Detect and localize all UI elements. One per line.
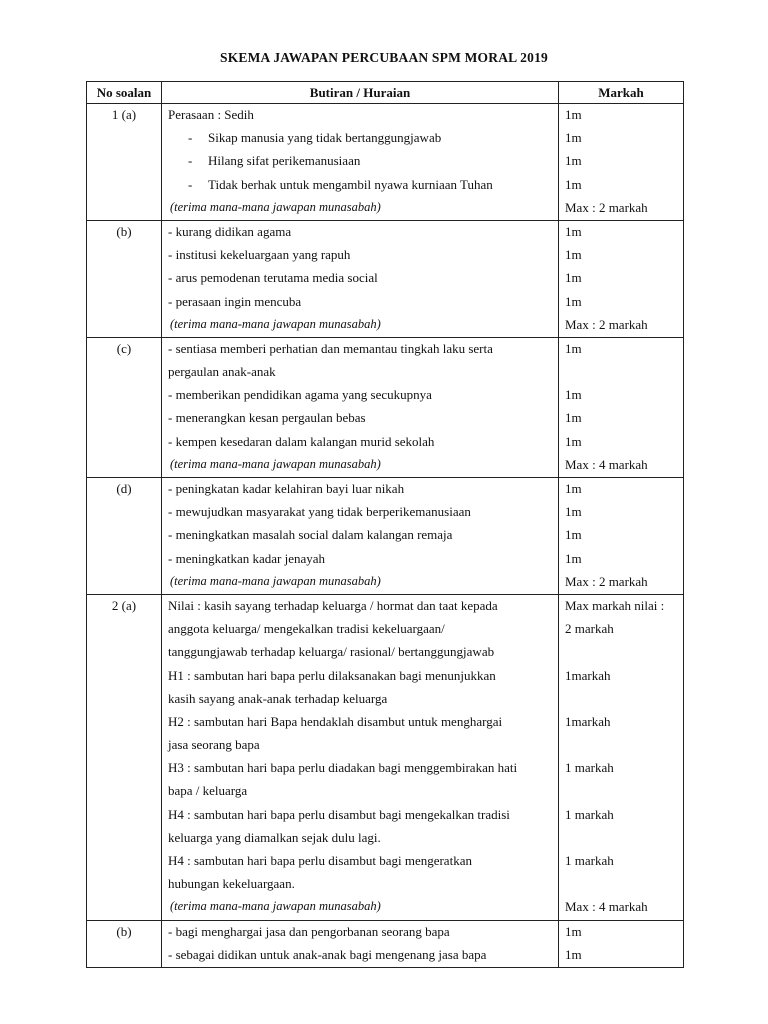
answer-line: - sentiasa memberi perhatian dan memantau tingkah laku serta — [168, 340, 493, 356]
table-row — [87, 478, 684, 595]
bullet-item — [162, 150, 558, 173]
mark-value — [559, 688, 683, 711]
mark-value: 2 markah — [565, 621, 614, 637]
table-row — [87, 220, 684, 337]
mark-value: 1 markah — [565, 806, 614, 822]
table-body — [87, 104, 684, 968]
mark-value: 1m — [565, 107, 582, 122]
answer-line: - memberikan pendidikan agama yang secukupnya — [168, 387, 432, 403]
question-number: (c) — [116, 340, 132, 356]
answer-line: - sebagai didikan untuk anak-anak bagi mengenang jasa bapa — [168, 946, 487, 962]
header-question-no: No soalan — [87, 82, 162, 104]
marks-cell — [559, 594, 684, 920]
answer-line: - meningkatkan kadar jenayah — [168, 550, 326, 566]
mark-value: 1m — [565, 340, 582, 356]
acceptance-note: (terima mana-mana jawapan munasabah) — [170, 899, 381, 914]
mark-value: 1m — [565, 387, 582, 403]
mark-value: Max markah nilai : — [565, 597, 665, 613]
answer-line: tanggungjawab terhadap keluarga/ rasional/ bertanggungjawab — [168, 644, 495, 660]
mark-value: 1m — [565, 153, 582, 169]
marks-cell — [559, 104, 684, 221]
acceptance-note: (terima mana-mana jawapan munasabah) — [170, 316, 381, 331]
dash-bullet-icon: - — [188, 176, 193, 192]
mark-value: 1m — [565, 527, 582, 543]
answer-line: - institusi kekeluargaan yang rapuh — [168, 247, 351, 263]
table-header-row — [87, 82, 684, 104]
mark-value: 1m — [565, 946, 582, 962]
answer-line: bapa / keluarga — [168, 783, 248, 799]
question-number-cell — [87, 920, 162, 967]
bullet-text: Sikap manusia yang tidak bertanggungjawab — [208, 130, 442, 146]
bullet-item — [162, 127, 558, 150]
mark-value: 1 markah — [565, 760, 614, 776]
answer-line: anggota keluarga/ mengekalkan tradisi kekeluargaan/ — [168, 621, 445, 637]
dash-bullet-icon: - — [188, 130, 193, 146]
question-number-cell — [87, 104, 162, 221]
marks-cell — [559, 920, 684, 967]
answer-line: - kurang didikan agama — [168, 223, 292, 239]
answer-line: - perasaan ingin mencuba — [168, 293, 302, 309]
mark-value: 1m — [565, 293, 582, 309]
acceptance-note: (terima mana-mana jawapan munasabah) — [170, 573, 381, 588]
mark-value: 1m — [565, 923, 582, 939]
question-number: (b) — [116, 223, 132, 239]
mark-value — [559, 361, 683, 384]
mark-value: 1m — [565, 550, 582, 566]
answer-line: - mewujudkan masyarakat yang tidak berperikemanusiaan — [168, 504, 471, 520]
document-title: SKEMA JAWAPAN PERCUBAAN SPM MORAL 2019 — [220, 50, 548, 65]
mark-value: Max : 2 markah — [565, 316, 648, 332]
mark-value: Max : 4 markah — [565, 456, 648, 472]
mark-value: 1m — [565, 130, 582, 146]
question-number-cell — [87, 478, 162, 595]
mark-value: Max : 4 markah — [565, 899, 648, 915]
answer-line: H4 : sambutan hari bapa perlu disambut bagi mengekalkan tradisi — [168, 806, 510, 822]
marks-cell — [559, 478, 684, 595]
answer-line: H2 : sambutan hari Bapa hendaklah disambut untuk menghargai — [168, 713, 503, 729]
answer-line: - bagi menghargai jasa dan pengorbanan seorang bapa — [168, 923, 450, 939]
mark-value: 1m — [565, 504, 582, 520]
answer-line: keluarga yang diamalkan sejak dulu lagi. — [168, 829, 381, 845]
mark-value: 1m — [565, 410, 582, 426]
bullet-text: Hilang sifat perikemanusiaan — [208, 153, 361, 169]
description-cell — [162, 337, 559, 477]
marks-cell — [559, 220, 684, 337]
bullet-text: Tidak berhak untuk mengambil nyawa kurniaan Tuhan — [208, 176, 493, 192]
mark-value — [559, 780, 683, 803]
mark-value: 1m — [565, 270, 582, 286]
mark-value — [559, 641, 683, 664]
header-description: Butiran / Huraian — [162, 82, 559, 104]
table-row — [87, 920, 684, 967]
acceptance-note: (terima mana-mana jawapan munasabah) — [170, 199, 381, 214]
description-cell — [162, 594, 559, 920]
mark-value: 1markah — [565, 667, 611, 683]
answer-line: jasa seorang bapa — [168, 737, 260, 753]
description-cell — [162, 104, 559, 221]
header-marks: Markah — [559, 82, 684, 104]
mark-value — [559, 734, 683, 757]
mark-value: 1 markah — [565, 853, 614, 868]
question-number: 1 (a) — [111, 107, 137, 122]
answer-line: pergaulan anak-anak — [168, 364, 276, 380]
answer-line: Nilai : kasih sayang terhadap keluarga / hormat dan taat kepada — [168, 597, 498, 613]
answer-line: - menerangkan kesan pergaulan bebas — [168, 410, 366, 426]
answer-line: H3 : sambutan hari bapa perlu diadakan bagi menggembirakan hati — [168, 760, 518, 776]
answer-line: H1 : sambutan hari bapa perlu dilaksanakan bagi menunjukkan — [168, 667, 496, 683]
mark-value: 1m — [565, 176, 582, 192]
mark-value — [559, 827, 683, 850]
marks-cell — [559, 337, 684, 477]
description-cell — [162, 478, 559, 595]
answer-line: - meningkatkan masalah social dalam kalangan remaja — [168, 527, 453, 543]
mark-value: 1m — [565, 247, 582, 263]
answer-line: - peningkatan kadar kelahiran bayi luar nikah — [168, 481, 405, 496]
table-row — [87, 104, 684, 221]
description-cell — [162, 920, 559, 967]
answer-line: H4 : sambutan hari bapa perlu disambut bagi mengeratkan — [168, 853, 472, 868]
answer-line: hubungan kekeluargaan. — [168, 876, 295, 892]
question-number-cell — [87, 594, 162, 920]
answer-line: Perasaan : Sedih — [168, 107, 254, 122]
question-number: (d) — [116, 481, 132, 496]
table-row — [87, 337, 684, 477]
mark-value: Max : 2 markah — [565, 199, 648, 215]
description-cell — [162, 220, 559, 337]
acceptance-note: (terima mana-mana jawapan munasabah) — [170, 456, 381, 471]
question-number: (b) — [116, 923, 132, 939]
bullet-item — [162, 174, 558, 197]
mark-value: 1m — [565, 481, 582, 496]
mark-value: 1m — [565, 223, 582, 239]
table-row — [87, 594, 684, 920]
mark-value — [559, 873, 683, 896]
question-number-cell — [87, 220, 162, 337]
question-number-cell — [87, 337, 162, 477]
mark-value: 1markah — [565, 713, 611, 729]
question-number: 2 (a) — [111, 597, 137, 613]
answer-line: - arus pemodenan terutama media social — [168, 270, 378, 286]
answer-line: kasih sayang anak-anak terhadap keluarga — [168, 690, 388, 706]
mark-value: 1m — [565, 433, 582, 449]
answer-scheme-table — [86, 81, 684, 968]
mark-value: Max : 2 markah — [565, 573, 648, 589]
dash-bullet-icon: - — [188, 153, 193, 169]
answer-line: - kempen kesedaran dalam kalangan murid sekolah — [168, 433, 435, 449]
